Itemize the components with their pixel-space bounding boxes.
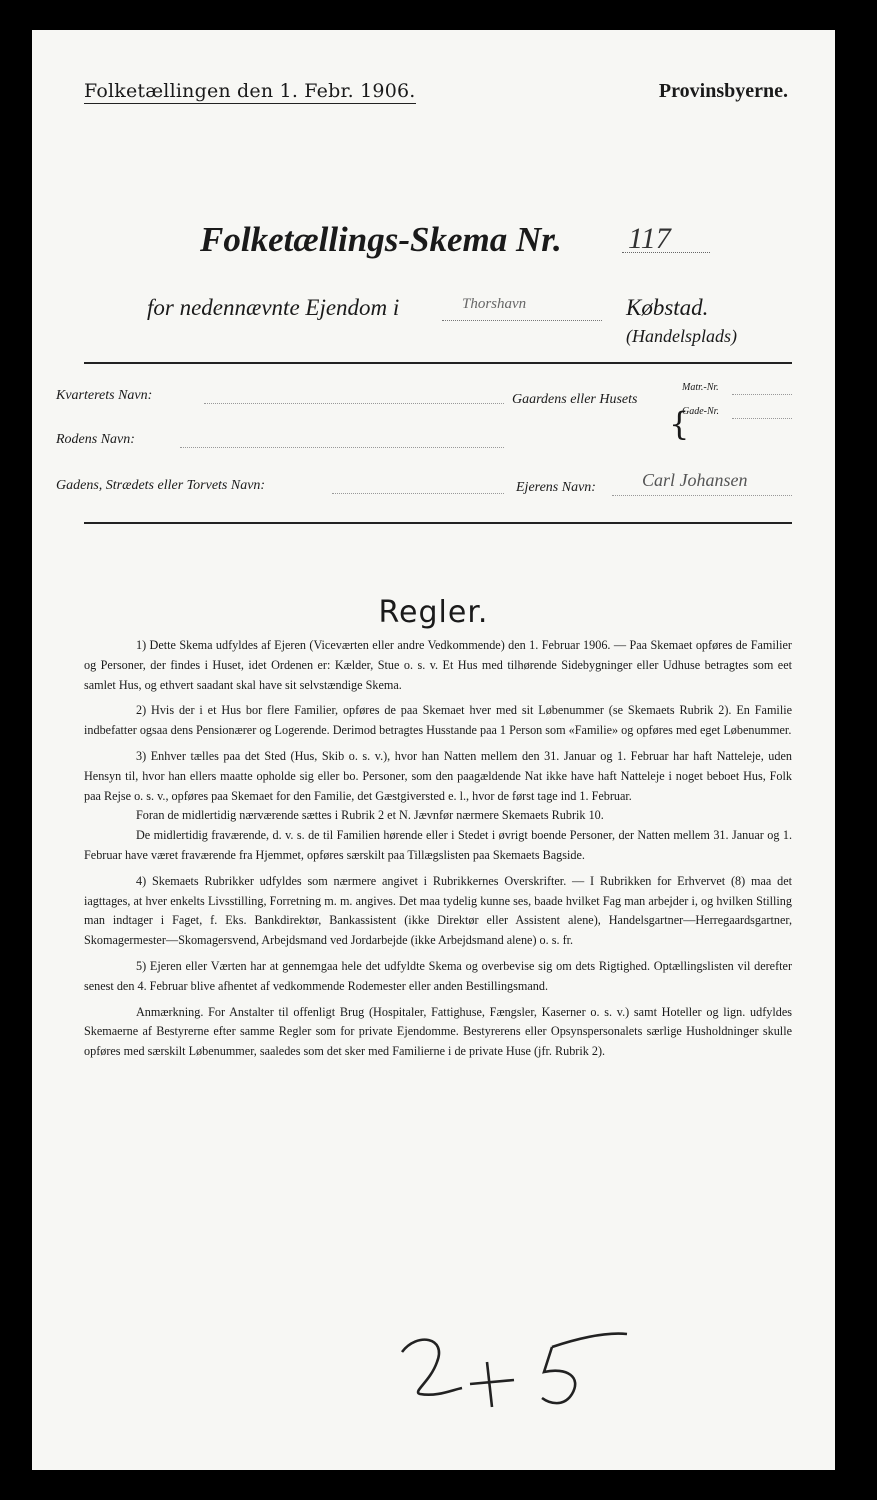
rules-body bbox=[84, 636, 792, 1068]
rule-note: Anmærkning. For Anstalter til offenligt Brug (Hospitaler, Fattighuse, Fængsler, Kaserner o. s. v.) samt Hoteller og lign. udfyldes Skemaerne af Bestyrerne efter samme Regler som for private Ejendomme. Bestyrerens eller Opsynspersonalets særlige Husholdninger skulle opføres med særskilt Løbenummer, saaledes som det sker med Familierne i de private Huse (jfr. Rubrik 2). bbox=[84, 1004, 792, 1059]
rules-heading: Regler. bbox=[378, 595, 489, 630]
ejer-value-handwritten: Carl Johansen bbox=[642, 470, 748, 490]
kobstad-label: Købstad. bbox=[626, 295, 709, 320]
rule-paragraph: 1) Dette Skema udfyldes af Ejeren (Viceværten eller andre Vedkommende) den 1. Februar 1906. — Paa Skemaet opføres de Familier og Personer, der findes i Huset, idet Ordenen er: Kælder, Stue o. s. v. Et Hus med tilhørende Sidebygninger eller Udhuse betragtes som eet samlet Hus, og ethvert saadant skal have sit selvstændige Skema. bbox=[84, 638, 792, 692]
rule-paragraph: 5) Ejeren eller Værten har at gennemgaa hele det udfyldte Skema og overbevise sig om dets Rigtighed. Optællingslisten vil derefter senest den 4. Februar blive afhentet af vedkommende Rodemester eller anden Bestillingsmand. bbox=[84, 958, 792, 993]
handelsplads-label: (Handelsplads) bbox=[626, 326, 737, 346]
handwritten-note bbox=[392, 1322, 632, 1422]
gaard-label: Gaardens eller Husets bbox=[512, 392, 638, 407]
top-divider bbox=[84, 362, 792, 364]
rule-paragraph: 3) Enhver tælles paa det Sted (Hus, Skib o. s. v.), hvor han Natten mellem den 31. Januar og 1. Februar har haft Natteleje, uden Hensyn til, hvor han ellers maatte opholde sig eller bo. Personer, som den paagældende Nat ikke have haft Natteleje i noget beboet Hus, Folk paa Rejse o. s. v., opføres paa Skemaet for den Familie, det Gæstgiversted e. l., hvor de først tage ind 1. Februar. bbox=[84, 748, 792, 803]
town-line bbox=[442, 320, 602, 321]
gade-label: Gadens, Strædets eller Torvets Navn: bbox=[56, 478, 266, 493]
kvarter-label: Kvarterets Navn: bbox=[56, 388, 153, 403]
rode-label: Rodens Navn: bbox=[56, 432, 135, 447]
rule-paragraph: De midlertidig fraværende, d. v. s. de til Familien hørende eller i Stedet i øvrigt boende Personer, der Natten mellem 31. Januar og 1. Februar have været fraværende fra Hjemmet, opføres særskilt paa Tillægslisten paa Skemaets Bagside. bbox=[84, 828, 792, 862]
form-title: Folketællings-Skema Nr. bbox=[200, 220, 562, 259]
rule-paragraph: 4) Skemaets Rubrikker udfyldes som nærmere angivet i Rubrikkernes Overskrifter. — I Rubrikken for Erhvervet (8) maa det iagttages, at hver enkelts Livsstilling, Forretning m. m. angives. Det maa tydelig kunne ses, baade hvilket Fag man arbejder i, og hvilken Stilling man indtager i Faget, f. Eks. Bankdirektør, Bankassistent (ikke Direktør eller Assistent alene), Handelsgartner—Herregaardsgartner, Skomagermester—Skomagersvend, Arbejdsmand ved Jordarbejde (ikke Arbejdsmand alene) o. s. fr. bbox=[84, 873, 792, 948]
form-subtitle: for nedennævnte Ejendom i bbox=[147, 295, 400, 320]
matr-line bbox=[732, 394, 792, 395]
gade-nr-line bbox=[732, 418, 792, 419]
census-title: Folketællingen den 1. Febr. 1906. bbox=[84, 80, 416, 102]
brace-icon: { bbox=[669, 405, 690, 443]
gade-line bbox=[332, 493, 504, 494]
kvarter-line bbox=[204, 403, 504, 404]
form-number-handwritten: 117 bbox=[628, 222, 671, 255]
town-handwritten: Thorshavn bbox=[462, 296, 527, 312]
bottom-divider bbox=[84, 522, 792, 524]
rule-paragraph: 2) Hvis der i et Hus bor flere Familier, opføres de paa Skemaet hver med sit Løbenummer (se Skemaets Rubrik 2). En Familie indbefatter ogsaa dens Pensionærer og Logerende. Derimod betragtes Husstande paa 1 Person som «Familie» og opføres med eget Løbenummer. bbox=[84, 703, 792, 738]
region-label: Provinsbyerne. bbox=[658, 80, 788, 102]
matr-label: Matr.-Nr. bbox=[682, 382, 719, 393]
rule-paragraph: Foran de midlertidig nærværende sættes i Rubrik 2 et N. Jævnfør nærmere Skemaets Rubrik 10. bbox=[136, 808, 604, 823]
census-form-page bbox=[32, 30, 835, 1470]
ejer-label: Ejerens Navn: bbox=[516, 480, 596, 495]
rode-line bbox=[180, 447, 504, 448]
gade-nr-label: Gade-Nr. bbox=[682, 406, 719, 417]
ejer-line bbox=[612, 495, 792, 496]
